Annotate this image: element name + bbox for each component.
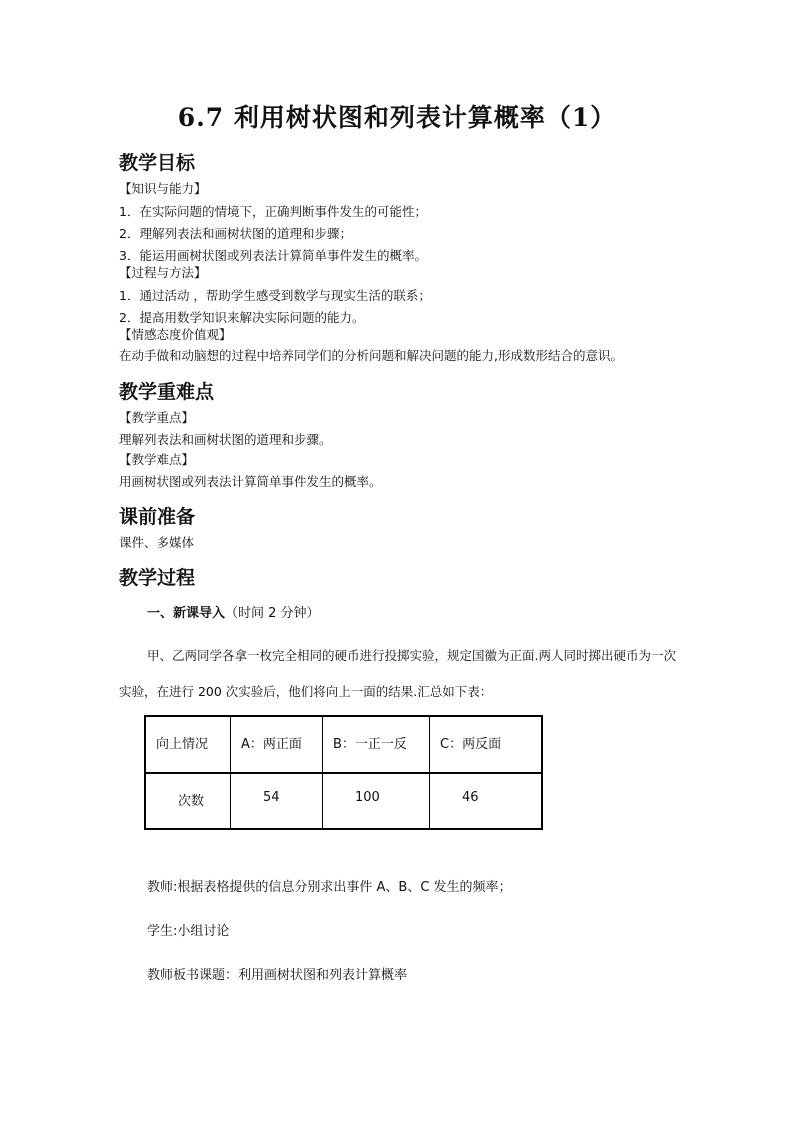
knowledge-label: 【知识与能力】: [119, 181, 207, 196]
knowledge-item: 2．理解列表法和画树状图的道理和步骤；: [119, 226, 352, 241]
table-row: [145, 773, 542, 830]
intro-paragraph: [119, 638, 679, 710]
table-header-row: [145, 716, 542, 773]
prep-text: 课件、多媒体: [119, 535, 195, 550]
page-title: 6.7 利用树状图和列表计算概率（1）: [177, 103, 617, 132]
section-time: （时间 2 分钟）: [225, 606, 320, 621]
table-header-cell: C：两反面: [430, 716, 543, 773]
attitude-label: 【情感态度价值观】: [119, 327, 232, 342]
process-heading: 教学过程: [119, 567, 196, 589]
intro-paragraph-text: 甲、乙两同学各拿一枚完全相同的硬币进行投掷实验，规定国徽为正面.两人同时掷出硬币为一次实验，在进行 200 次实验后，他们将向上一面的结果.汇总如下表：: [119, 648, 676, 699]
teacher-line: 教师:根据表格提供的信息分别求出事件 A、B、C 发生的频率；: [147, 880, 512, 895]
result-table: [144, 715, 543, 830]
focus-label: 【教学重点】: [119, 410, 195, 425]
goals-heading: 教学目标: [119, 152, 196, 174]
table-header-cell: A：两正面: [231, 716, 323, 773]
key-points-heading: 教学重难点: [119, 381, 215, 403]
process-item: 1．通过活动 ，帮助学生感受到数学与现实生活的联系；: [119, 288, 431, 303]
table-header-cell: 向上情况: [145, 716, 231, 773]
difficulty-text: 用画树状图或列表法计算简单事件发生的概率。: [119, 474, 382, 489]
table-cell: 54: [231, 773, 323, 830]
process-label: 【过程与方法】: [119, 265, 207, 280]
table-header-cell: B：一正一反: [323, 716, 430, 773]
prep-heading: 课前准备: [119, 506, 196, 528]
knowledge-item: 3．能运用画树状图或列表法计算简单事件发生的概率。: [119, 248, 427, 263]
student-line: 学生:小组讨论: [147, 924, 230, 939]
process-item: 2．提高用数学知识来解决实际问题的能力。: [119, 310, 365, 325]
difficulty-label: 【教学难点】: [119, 452, 195, 467]
board-line: 教师板书课题：利用画树状图和列表计算概率: [147, 968, 408, 983]
section-title-text: 一、新课导入: [147, 606, 226, 621]
knowledge-item: 1．在实际问题的情境下，正确判断事件发生的可能性；: [119, 204, 427, 219]
focus-text: 理解列表法和画树状图的道理和步骤。: [119, 432, 332, 447]
section-title: [147, 602, 320, 621]
table-cell: 100: [323, 773, 430, 830]
table-cell: 46: [430, 773, 543, 830]
table-cell: 次数: [145, 773, 231, 830]
attitude-text: 在动手做和动脑想的过程中培养同学们的分析问题和解决问题的能力,形成数形结合的意识。: [119, 348, 623, 363]
